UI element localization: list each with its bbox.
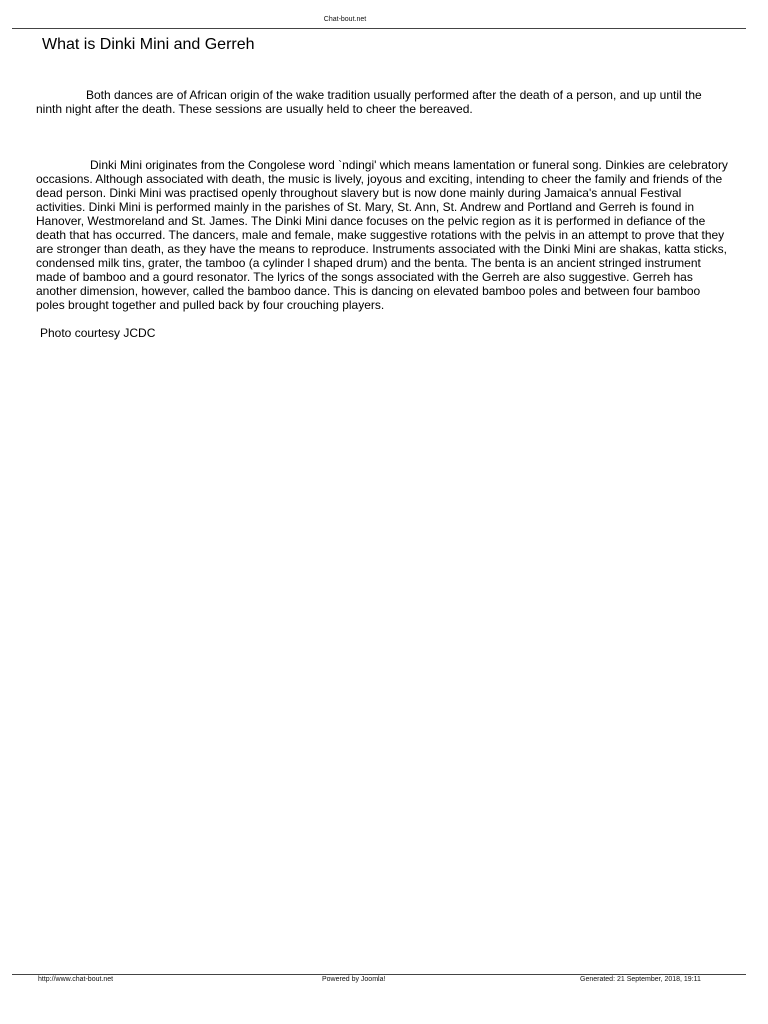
article-title: What is Dinki Mini and Gerreh — [42, 36, 255, 53]
site-header: Chat-bout.net — [323, 16, 367, 23]
article-body — [36, 88, 728, 340]
article-paragraph: Dinki Mini originates from the Congolese word `ndingi' which means lamentation or funeral song. Dinkies are celebratory occasions. Although associated with death, the music is lively, joyous and exciting, intending to cheer the family and friends of the dead person. Dinki Mini was practised openly throughout slavery but is now done mainly during Jamaica's annual Festival activities. Dinki Mini is performed mainly in the parishes of St. Mary, St. Ann, St. Andrew and Portland and Gerreh is found in Hanover, Westmoreland and St. James. The Dinki Mini dance focuses on the pelvic region as it is performed in defiance of the death that has occurred. The dancers, male and female, make suggestive rotations with the pelvis in an attempt to prove that they are stronger than death, as they have the means to reproduce. Instruments associated with the Dinki Mini are shakas, katta sticks, condensed milk tins, grater, the tamboo (a cylinder l shaped drum) and the benta. The benta is an ancient stringed instrument made of bamboo and a gourd resonator. The lyrics of the songs associated with the Gerreh are also suggestive. Gerreh has another dimension, however, called the bamboo dance. This is dancing on elevated bamboo poles and between four bamboo poles brought together and pulled back by four crouching players. — [36, 158, 728, 312]
footer-divider — [12, 974, 746, 975]
footer-powered-by: Powered by Joomla! — [322, 976, 386, 983]
article-paragraph: Both dances are of African origin of the wake tradition usually performed after the death of a person, and up until the ninth night after the death. These sessions are usually held to cheer the bereaved. — [36, 88, 702, 116]
footer-generated-date: Generated: 21 September, 2018, 19:11 — [580, 976, 701, 983]
header-divider — [12, 28, 746, 29]
footer-site-link[interactable]: http://www.chat-bout.net — [38, 976, 114, 983]
photo-credit: Photo courtesy JCDC — [40, 326, 156, 340]
